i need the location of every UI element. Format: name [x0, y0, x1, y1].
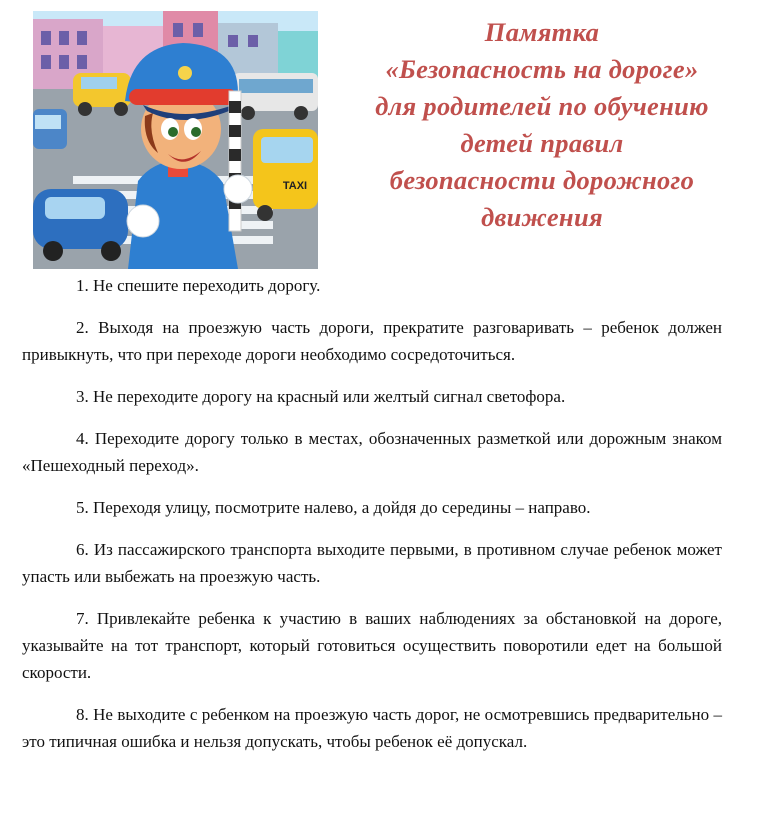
rule-item-1: 1. Не спешите переходить дорогу.	[76, 276, 321, 295]
title-line: движения	[481, 202, 603, 232]
page-title	[334, 14, 750, 236]
title-line: детей правил	[460, 128, 624, 158]
title-line: для родителей по обучению	[375, 91, 709, 121]
traffic-policeman-illustration	[33, 11, 318, 269]
title-line: безопасности дорожного	[389, 165, 695, 195]
rule-item-4: 4. Переходите дорогу только в местах, обозначенных разметкой или дорожным знаком «Пешеходный переход».	[22, 429, 722, 475]
rule-item-7: 7. Привлекайте ребенка к участию в ваших наблюдениях за обстановкой на дороге, указывайте на тот транспорт, который готовиться осуществить поворотили едет на большой скорости.	[22, 609, 722, 682]
rule-item-3: 3. Не переходите дорогу на красный или желтый сигнал светофора.	[76, 387, 566, 406]
rules-list	[22, 272, 722, 770]
rule-item-8: 8. Не выходите с ребенком на проезжую часть дорог, не осмотревшись предварительно – это типичная ошибка и нельзя допускать, чтобы ребенок её допускал.	[22, 705, 722, 751]
rule-item-5: 5. Переходя улицу, посмотрите налево, а дойдя до середины – направо.	[76, 498, 591, 517]
rule-item-2: 2. Выходя на проезжую часть дороги, прекратите разговаривать – ребенок должен привыкнуть, что при переходе дороги необходимо сосредоточиться.	[22, 318, 722, 364]
title-line: Памятка	[484, 17, 600, 47]
taxi-label: TAXI	[282, 180, 308, 192]
title-line: «Безопасность на дороге»	[385, 54, 699, 84]
rule-item-6: 6. Из пассажирского транспорта выходите первыми, в противном случае ребенок может упасть или выбежать на проезжую часть.	[22, 540, 722, 586]
